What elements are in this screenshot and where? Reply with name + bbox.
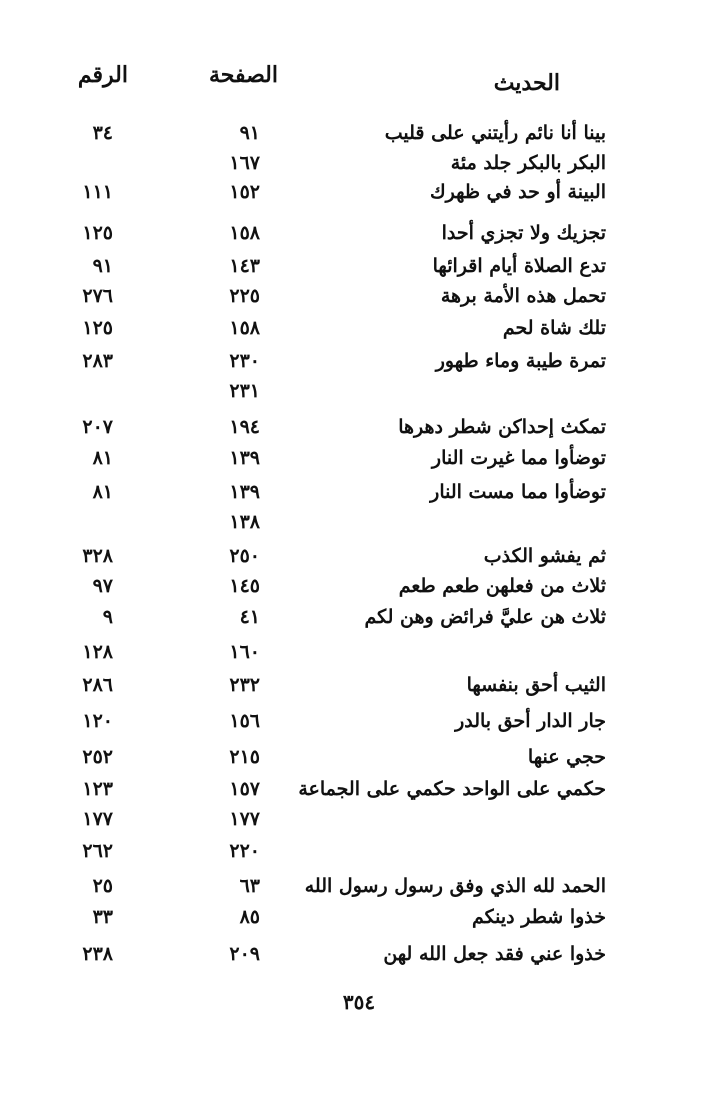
hadith-text: توضأوا مما غيرت النار bbox=[431, 447, 606, 469]
hadith-number: ١١١ bbox=[82, 181, 113, 203]
hadith-text: ثلاث من فعلهن طعم طعم bbox=[398, 575, 606, 597]
hadith-number: ١٢٥ bbox=[82, 222, 113, 244]
hadith-text: الثيب أحق بنفسها bbox=[466, 674, 606, 696]
table-row bbox=[0, 255, 718, 287]
hadith-number: ٣٤ bbox=[92, 122, 113, 144]
hadith-number: ٨١ bbox=[92, 447, 113, 469]
page-ref: ٢٢٥ bbox=[229, 285, 260, 307]
table-row bbox=[0, 710, 718, 742]
table-row bbox=[0, 674, 718, 706]
hadith-text: حكمي على الواحد حكمي على الجماعة bbox=[298, 778, 606, 800]
table-row bbox=[0, 808, 718, 840]
page-ref: ١٣٩ bbox=[229, 481, 260, 503]
hadith-number: ٣٢٨ bbox=[82, 545, 113, 567]
hadith-text: ثلاث هن عليَّ فرائض وهن لكم bbox=[364, 606, 606, 628]
page-ref: ١٥٧ bbox=[229, 778, 260, 800]
table-row bbox=[0, 350, 718, 382]
hadith-number: ٢٣٨ bbox=[82, 943, 113, 965]
table-row bbox=[0, 778, 718, 810]
hadith-number: ٢٧٦ bbox=[82, 285, 113, 307]
page-ref: ١٥٦ bbox=[229, 710, 260, 732]
table-row bbox=[0, 285, 718, 317]
page-ref: ٩١ bbox=[239, 122, 260, 144]
page-ref: ٤١ bbox=[239, 606, 260, 628]
hadith-text: خذوا عني فقد جعل الله لهن bbox=[383, 943, 606, 965]
hadith-number: ٨١ bbox=[92, 481, 113, 503]
table-row bbox=[0, 906, 718, 938]
table-row bbox=[0, 152, 718, 184]
hadith-number: ٢٥٢ bbox=[82, 746, 113, 768]
page-ref: ١٦٠ bbox=[229, 641, 260, 663]
table-row bbox=[0, 943, 718, 975]
hadith-number: ٢٦٢ bbox=[82, 840, 113, 862]
page-ref: ١٥٨ bbox=[229, 222, 260, 244]
hadith-number: ٢٠٧ bbox=[82, 416, 113, 438]
table-row bbox=[0, 222, 718, 254]
table-row bbox=[0, 317, 718, 349]
page-ref: ١٩٤ bbox=[229, 416, 260, 438]
table-row bbox=[0, 575, 718, 607]
hadith-text: تجزيك ولا تجزي أحدا bbox=[441, 222, 606, 244]
table-row bbox=[0, 545, 718, 577]
table-row bbox=[0, 875, 718, 907]
page-number: ٣٥٤ bbox=[342, 990, 376, 1014]
page-ref: ١٦٧ bbox=[229, 152, 260, 174]
hadith-text: الحمد لله الذي وفق رسول رسول الله bbox=[304, 875, 606, 897]
page-ref: ٢٥٠ bbox=[229, 545, 260, 567]
page-ref: ١٤٥ bbox=[229, 575, 260, 597]
hadith-number: ١٧٧ bbox=[82, 808, 113, 830]
hadith-number: ١٢٥ bbox=[82, 317, 113, 339]
hadith-text: تمرة طيبة وماء طهور bbox=[435, 350, 606, 372]
hadith-number: ٣٣ bbox=[92, 906, 113, 928]
page-ref: ١٥٨ bbox=[229, 317, 260, 339]
hadith-text: تحمل هذه الأمة برهة bbox=[440, 285, 606, 307]
page-ref: ٢٣١ bbox=[229, 380, 260, 402]
table-row bbox=[0, 606, 718, 638]
hadith-number: ٩١ bbox=[92, 255, 113, 277]
hadith-number: ٢٥ bbox=[92, 875, 113, 897]
header-hadith: الحديث bbox=[493, 70, 560, 96]
page-ref: ٢١٥ bbox=[229, 746, 260, 768]
page-ref: ٢٣٠ bbox=[229, 350, 260, 372]
hadith-text: تدع الصلاة أيام اقرائها bbox=[432, 255, 606, 277]
table-row bbox=[0, 380, 718, 412]
page-ref: ١٥٢ bbox=[229, 181, 260, 203]
hadith-text: جار الدار أحق بالدر bbox=[455, 710, 606, 732]
hadith-number: ١٢٨ bbox=[82, 641, 113, 663]
page-ref: ٦٣ bbox=[239, 875, 260, 897]
hadith-number: ٢٨٦ bbox=[82, 674, 113, 696]
hadith-text: البينة أو حد في ظهرك bbox=[429, 181, 606, 203]
page-ref: ١٣٨ bbox=[229, 511, 260, 533]
page-ref: ١٤٣ bbox=[229, 255, 260, 277]
page-ref: ٢٢٠ bbox=[229, 840, 260, 862]
table-row bbox=[0, 641, 718, 673]
table-row bbox=[0, 122, 718, 154]
hadith-text: ثم يفشو الكذب bbox=[483, 545, 606, 567]
table-row bbox=[0, 181, 718, 213]
page-ref: ٢٣٢ bbox=[229, 674, 260, 696]
header-page: الصفحة bbox=[208, 62, 278, 88]
page-ref: ١٧٧ bbox=[229, 808, 260, 830]
page-ref: ١٣٩ bbox=[229, 447, 260, 469]
page-ref: ٨٥ bbox=[239, 906, 260, 928]
hadith-text: تمكث إحداكن شطر دهرها bbox=[398, 416, 606, 438]
hadith-number: ١٢٠ bbox=[82, 710, 113, 732]
hadith-text: البكر بالبكر جلد مئة bbox=[450, 152, 606, 174]
hadith-text: تلك شاة لحم bbox=[502, 317, 606, 339]
table-row bbox=[0, 840, 718, 872]
hadith-number: ٩٧ bbox=[92, 575, 113, 597]
table-row bbox=[0, 447, 718, 479]
hadith-text: حجي عنها bbox=[527, 746, 606, 768]
table-row bbox=[0, 511, 718, 543]
table-row bbox=[0, 416, 718, 448]
hadith-text: خذوا شطر دينكم bbox=[471, 906, 606, 928]
table-row bbox=[0, 746, 718, 778]
table-row bbox=[0, 481, 718, 513]
hadith-number: ٩ bbox=[102, 606, 113, 628]
hadith-number: ١٢٣ bbox=[82, 778, 113, 800]
hadith-text: توضأوا مما مست النار bbox=[430, 481, 606, 503]
page-ref: ٢٠٩ bbox=[229, 943, 260, 965]
hadith-number: ٢٨٣ bbox=[82, 350, 113, 372]
hadith-text: بينا أنا نائم رأيتني على قليب bbox=[384, 122, 606, 144]
header-number: الرقم bbox=[77, 62, 128, 88]
